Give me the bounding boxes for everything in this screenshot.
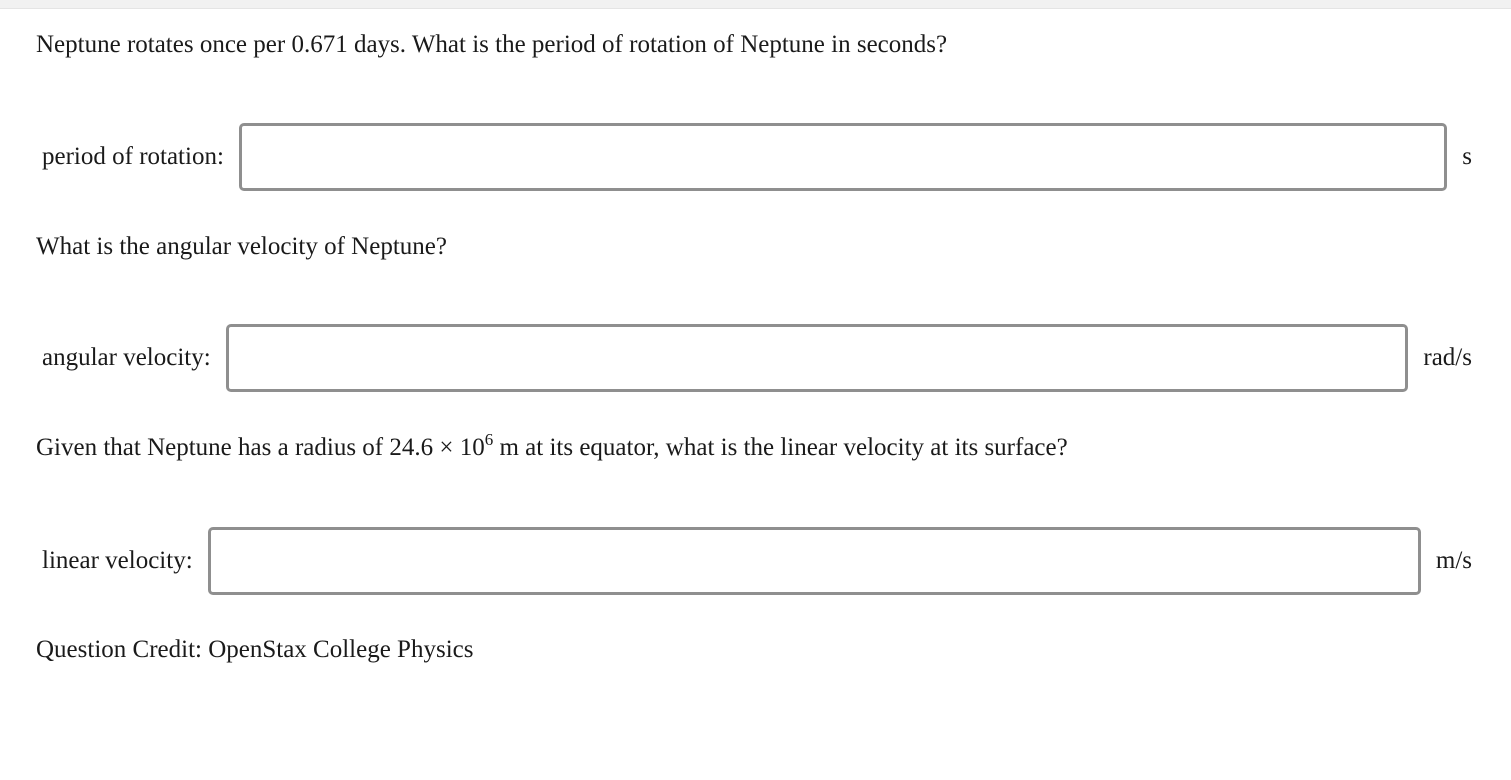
period-input[interactable] [239,123,1447,191]
angular-velocity-input[interactable] [226,324,1409,392]
question-angular-velocity: What is the angular velocity of Neptune? [36,233,447,260]
question-linear-velocity [36,430,1068,463]
question-linear-velocity-start: Given that Neptune has a radius of 24.6 × 10 [36,434,485,461]
question-period: Neptune rotates once per 0.671 days. What is the period of rotation of Neptune in seconds? [36,31,948,58]
linear-velocity-label: linear velocity: [42,547,193,574]
period-answer-row [42,122,1472,192]
linear-velocity-answer-row [42,526,1472,596]
period-label: period of rotation: [42,143,224,170]
radius-exponent: 6 [484,430,494,449]
linear-velocity-input[interactable] [208,527,1421,595]
linear-velocity-unit: m/s [1435,547,1472,574]
period-unit: s [1462,143,1472,170]
angular-velocity-unit: rad/s [1423,344,1472,371]
angular-velocity-answer-row [42,323,1472,393]
top-border [0,0,1511,9]
question-linear-velocity-end: m at its equator, what is the linear velocity at its surface? [493,434,1068,461]
question-credit: Question Credit: OpenStax College Physics [36,636,474,663]
angular-velocity-label: angular velocity: [42,344,211,371]
